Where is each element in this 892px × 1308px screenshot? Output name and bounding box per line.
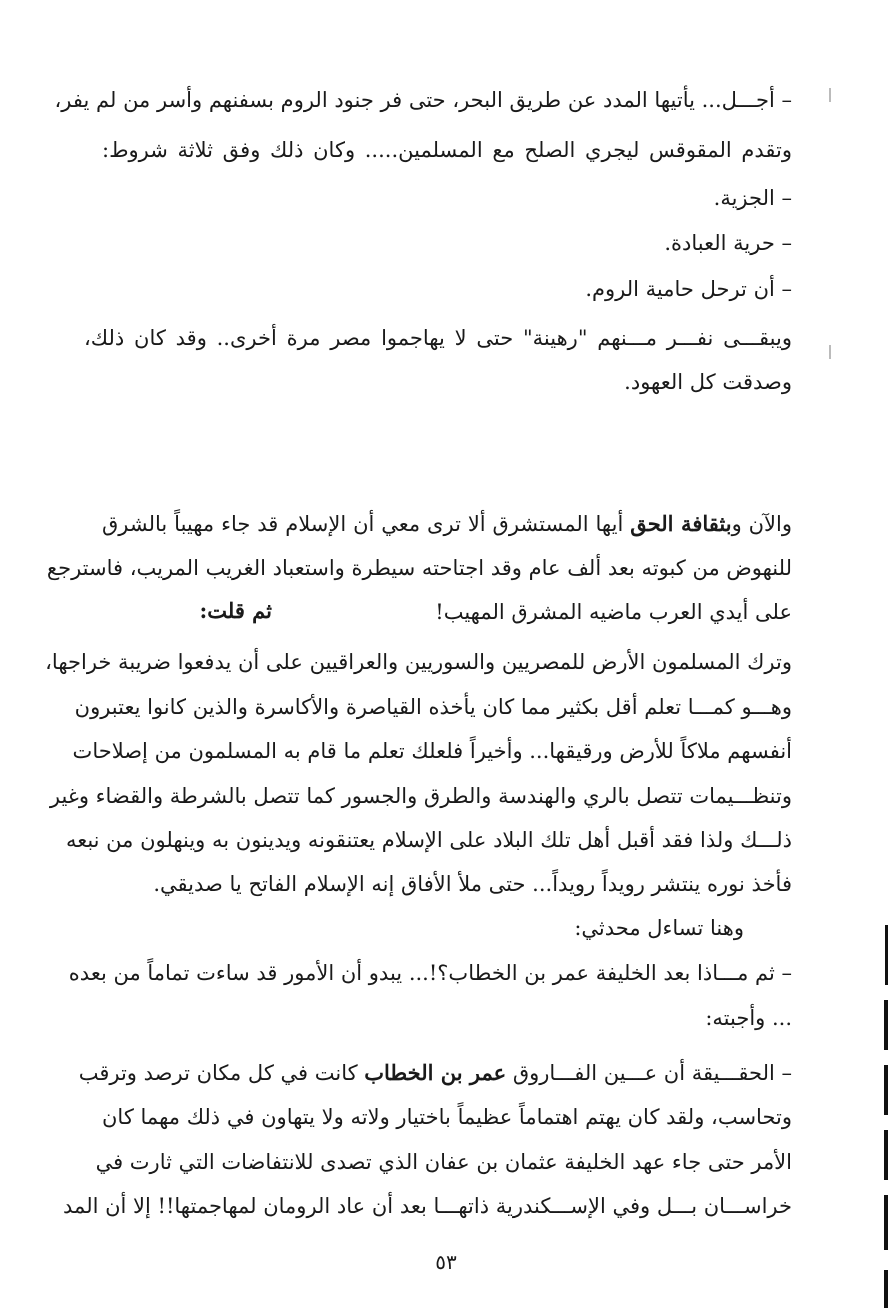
list-item: – الجزية. xyxy=(713,186,792,210)
text-line: ذلـــك ولذا فقد أقبل أهل تلك البلاد على الإسلام يعتنقونه ويدينون به وينهلون من نبعه xyxy=(65,828,792,852)
scan-artifact xyxy=(884,1130,888,1180)
text-line: وصدقت كل العهود. xyxy=(624,370,792,394)
text-line: ويبقـــى نفـــر مـــنهم "رهينة" حتى لا يهاجموا مصر مرة أخرى.. وقد كان ذلك، xyxy=(84,326,792,350)
text-line xyxy=(78,1060,792,1085)
text-line: وتنظـــيمات تتصل بالري والهندسة والطرق والجسور كما تتصل بالشرطة والقضاء وغير xyxy=(49,784,792,808)
bold-phrase: عمر بن الخطاب xyxy=(364,1060,507,1085)
text-segment: – الحقـــيقة أن عـــين الفـــاروق xyxy=(506,1061,792,1085)
bold-phrase: ثم قلت: xyxy=(199,598,272,623)
scan-artifact xyxy=(829,345,831,359)
scan-artifact xyxy=(829,88,831,102)
scan-artifact xyxy=(884,1270,888,1308)
text-line: خراســـان بـــل وفي الإســـكندرية ذاتهـــا بعد أن عاد الرومان لمهاجمتها!! إلا أن المد xyxy=(63,1194,792,1218)
list-item: – أن ترحل حامية الروم. xyxy=(585,277,792,301)
scan-artifact xyxy=(884,1195,888,1250)
text-line: وهـــو كمـــا تعلم أقل بكثير مما كان يأخذه القياصرة والأكاسرة والذين كانوا يعتبرون xyxy=(74,695,792,719)
text-line: وتقدم المقوقس ليجري الصلح مع المسلمين..... وكان ذلك وفق ثلاثة شروط: xyxy=(102,138,792,162)
list-item: – حرية العبادة. xyxy=(664,231,792,255)
text-line: ... وأجبته: xyxy=(705,1006,792,1030)
page-number: ٥٣ xyxy=(435,1250,457,1274)
text-segment: والآن و xyxy=(731,512,792,536)
text-segment: أيها المستشرق ألا ترى معي أن الإسلام قد جاء مهيباً بالشرق xyxy=(102,512,631,536)
text-line: للنهوض من كبوته بعد ألف عام وقد اجتاحته سيطرة واستعباد الغريب المريب، فاسترجع xyxy=(46,556,792,580)
text-line: الأمر حتى جاء عهد الخليفة عثمان بن عفان الذي تصدى للانتفاضات التي ثارت في xyxy=(95,1150,792,1174)
text-line: – ثم مـــاذا بعد الخليفة عمر بن الخطاب؟!... يبدو أن الأمور قد ساءت تماماً من بعده xyxy=(68,961,792,985)
text-line: وهنا تساءل محدثي: xyxy=(574,916,744,940)
text-line: على أيدي العرب ماضيه المشرق المهيب! xyxy=(435,600,792,624)
text-line: – أجـــل... يأتيها المدد عن طريق البحر، حتى فر جنود الروم بسفنهم وأسر من لم يفر، xyxy=(54,88,792,112)
text-line: وتحاسب، ولقد كان يهتم اهتماماً عظيماً باختيار ولاته ولا يتهاون في ذلك مهما كان xyxy=(102,1105,792,1129)
text-line: أنفسهم ملاكاً للأرض ورقيقها... وأخيراً فلعلك تعلم ما قام به المسلمون من إصلاحات xyxy=(72,739,792,763)
scan-artifact xyxy=(885,925,888,985)
text-line xyxy=(102,513,792,535)
text-line: وترك المسلمون الأرض للمصريين والسوريين والعراقيين على أن يدفعوا ضريبة خراجها، xyxy=(45,650,792,674)
bold-phrase: بثقافة الحق xyxy=(630,511,732,536)
text-line: فأخذ نوره ينتشر رويداً رويداً... حتى ملأ الأفاق إنه الإسلام الفاتح يا صديقي. xyxy=(153,872,792,896)
scan-artifact xyxy=(884,1065,888,1115)
text-segment: كانت في كل مكان ترصد وترقب xyxy=(78,1061,365,1085)
scan-artifact xyxy=(884,1000,888,1050)
